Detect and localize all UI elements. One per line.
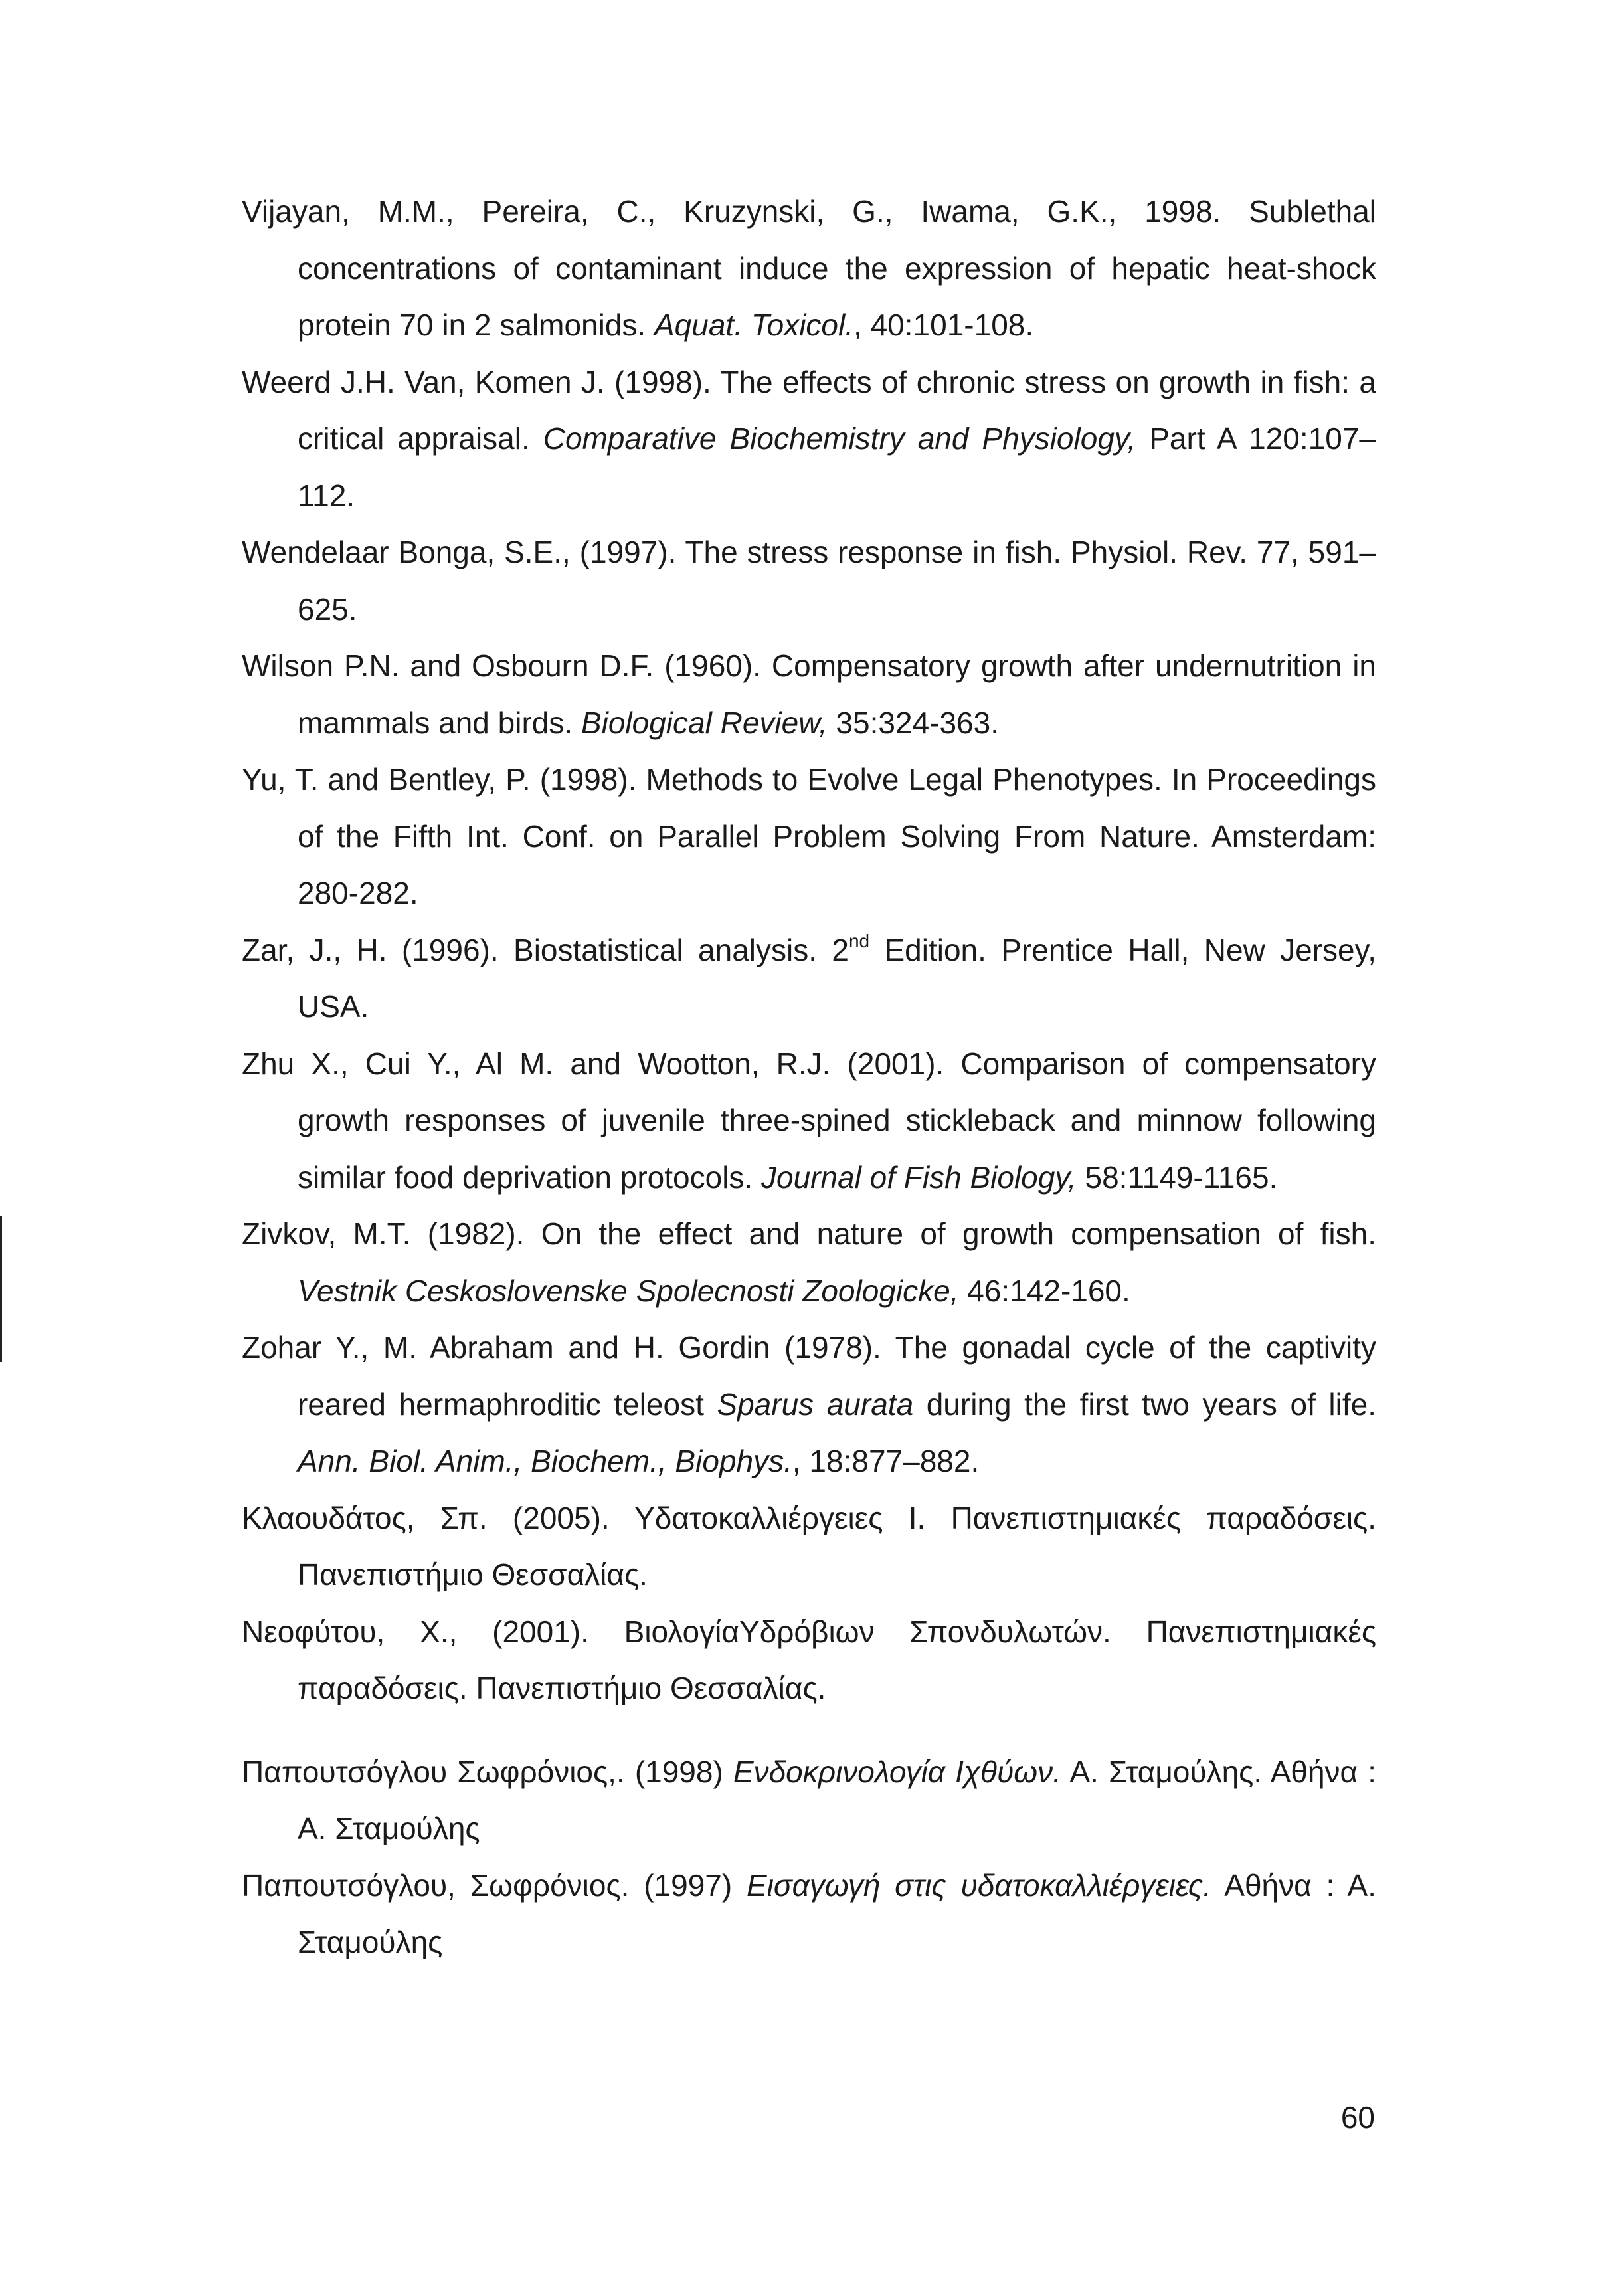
reference-text: during the first two years of life. bbox=[913, 1387, 1376, 1422]
reference-text: Κλαουδάτος, Σπ. (2005). Υδατοκαλλιέργειες Ι. Πανεπιστημιακές παραδόσεις. Πανεπιστήμιο Θεσσαλίας. bbox=[242, 1500, 1376, 1592]
reference-entry bbox=[242, 1604, 1376, 1717]
reference-italic-text: Εισαγωγή στις υδατοκαλλιέργειες. bbox=[746, 1867, 1212, 1903]
reference-entry bbox=[242, 524, 1376, 638]
reference-text: 46:142-160. bbox=[958, 1273, 1130, 1308]
reference-text: Edition. Prentice Hall, New Jersey, USA. bbox=[298, 932, 1377, 1024]
reference-text: Wendelaar Bonga, S.E., (1997). The stress response in fish. Physiol. Rev. 77, 591–625. bbox=[242, 535, 1376, 626]
reference-text: Zar, J., H. (1996). Biostatistical analysis. 2 bbox=[242, 932, 849, 967]
reference-entry bbox=[242, 922, 1376, 1036]
reference-entry bbox=[242, 1490, 1376, 1604]
reference-text: Vijayan, M.M., Pereira, C., Kruzynski, G., Iwama, G.K., 1998. Sublethal concentrations of contaminant induce the expression of hepatic heat-shock protein 70 in 2 salmonids. bbox=[242, 194, 1376, 342]
reference-italic-text: Comparative Biochemistry and Physiology, bbox=[543, 421, 1136, 456]
reference-list bbox=[242, 183, 1376, 1971]
reference-italic-text: Vestnik Ceskoslovenske Spolecnosti Zoologicke, bbox=[298, 1273, 959, 1308]
reference-entry bbox=[242, 751, 1376, 922]
reference-italic-text: Aquat. Toxicol. bbox=[654, 308, 854, 342]
reference-entry bbox=[242, 183, 1376, 354]
reference-superscript: nd bbox=[848, 930, 870, 951]
reference-entry bbox=[242, 1206, 1376, 1319]
reference-text: Part A 120:107–112. bbox=[298, 421, 1376, 513]
reference-italic-text: Journal of Fish Biology, bbox=[761, 1159, 1077, 1195]
reference-text: Νεοφύτου, Χ., (2001). ΒιολογίαΥδρόβιων Σπονδυλωτών. Πανεπιστημιακές παραδόσεις. Πανεπιστήμιο Θεσσαλίας. bbox=[242, 1614, 1376, 1705]
reference-text: Zivkov, M.T. (1982). On the effect and nature of growth compensation of fish. bbox=[242, 1216, 1376, 1251]
reference-text: Weerd J.H. Van, Komen J. (1998). The effects of chronic stress on growth in fish: a critical appraisal. bbox=[242, 364, 1376, 456]
reference-entry bbox=[242, 1036, 1376, 1206]
reference-text: , 18:877–882. bbox=[792, 1444, 980, 1478]
reference-text: 35:324-363. bbox=[827, 705, 999, 740]
reference-italic-text: Ενδοκρινολογία Ιχθύων. bbox=[733, 1754, 1061, 1789]
reference-text: Zhu X., Cui Y., Al M. and Wootton, R.J. (2001). Comparison of compensatory growth responses of juvenile three-spined stickleback and minnow following similar food deprivation protocols. bbox=[242, 1046, 1376, 1195]
reference-text: Yu, T. and Bentley, P. (1998). Methods to Evolve Legal Phenotypes. In Proceedings of the Fifth Int. Conf. on Parallel Problem Solving From Nature. Amsterdam: 280-282. bbox=[242, 762, 1376, 910]
reference-text: Zohar Y., M. Abraham and H. Gordin (1978). The gonadal cycle of the captivity reared hermaphroditic teleost bbox=[242, 1330, 1376, 1422]
reference-text: Παπουτσόγλου, Σωφρόνιος. (1997) bbox=[242, 1867, 747, 1903]
reference-text: 58:1149-1165. bbox=[1076, 1159, 1278, 1195]
reference-entry bbox=[242, 1858, 1376, 1971]
reference-entry bbox=[242, 1319, 1376, 1490]
reference-entry bbox=[242, 1744, 1376, 1858]
reference-text: Παπουτσόγλου Σωφρόνιος,. (1998) bbox=[242, 1754, 733, 1789]
reference-text: Wilson P.N. and Osbourn D.F. (1960). Compensatory growth after undernutrition in mammals and birds. bbox=[242, 648, 1376, 740]
reference-text: Α. Σταμούλης. Αθήνα : Α. Σταμούλης bbox=[298, 1754, 1376, 1846]
margin-line bbox=[0, 1216, 2, 1362]
reference-italic-text: Biological Review, bbox=[580, 705, 828, 740]
reference-italic-text: Sparus aurata bbox=[717, 1387, 914, 1422]
page-number: 60 bbox=[1340, 2100, 1375, 2135]
reference-entry bbox=[242, 354, 1376, 525]
reference-text: , 40:101-108. bbox=[853, 308, 1034, 342]
reference-italic-text: Ann. Biol. Anim., Biochem., Biophys. bbox=[298, 1444, 792, 1478]
reference-entry bbox=[242, 638, 1376, 751]
reference-text: Αθήνα : Α. Σταμούλης bbox=[298, 1867, 1376, 1959]
